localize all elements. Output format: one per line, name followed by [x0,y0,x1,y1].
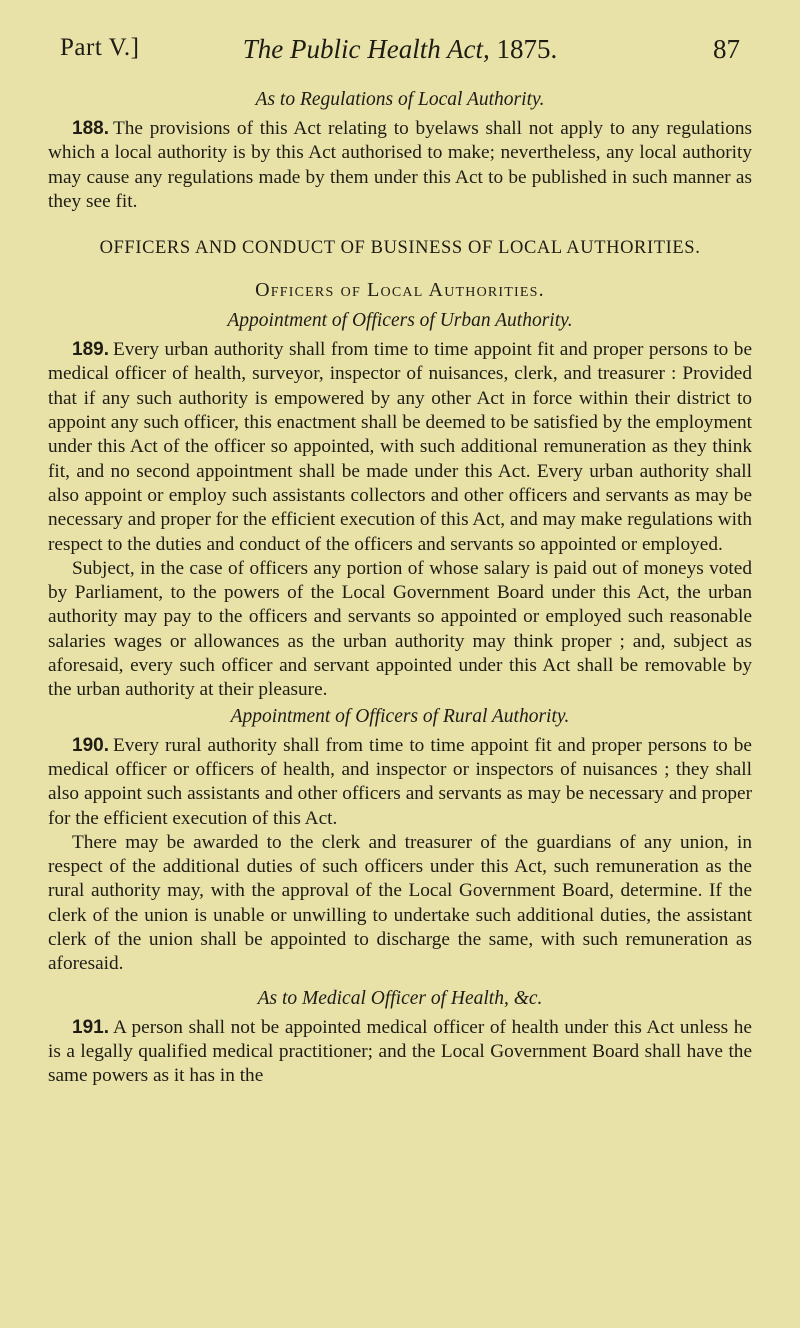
sidehead-191: As to Medical Officer of Health, &c. [257,987,543,1009]
running-title [60,34,740,65]
section-191 [48,1016,752,1089]
sidehead-190: Appointment of Officers of Rural Authority. [230,705,570,727]
section-188-text: The provisions of this Act relating to byelaws shall not apply to any regulations which a local authority is by this Act authorised to make; nevertheless, any local authority may cause any regulations made by them under this Act to be published in such manner as they see fit. [48,118,752,212]
section-190-text: Every rural authority shall from time to time appoint fit and proper persons to be medical officer or officers of health, and inspector or inspectors of nuisances ; they shall also appoint such assistants and other officers and servants as may be necessary and proper for the efficient execution of this Act. [48,734,752,829]
section-190-para-2: There may be awarded to the clerk and treasurer of the guardians of any union, in respect of the additional duties of such officers under this Act, such remuneration as the rural authority may, with the approval of the Local Government Board, determine. If the clerk of the union is unable or unwilling to undertake such additional duties, the assistant clerk of the union shall be appointed to discharge the same, with such remuneration as aforesaid. [48,831,752,975]
section-188 [48,117,752,214]
section-number-189: 189. [72,339,109,361]
running-title-text: The Public Health Act, [242,34,490,64]
running-title-year: 1875. [496,34,558,64]
section-number-191: 191. [72,1016,109,1038]
page-body [48,88,752,1089]
section-189-text: Every urban authority shall from time to time appoint fit and proper persons to be medical officer of health, surveyor, inspector of nuisances, clerk, and treasurer : Provided that if any such authority is empowered by any other Act in force within their district to appoint any such officer, this enactment shall be deemed to be satisfied by the employment under this Act of the officer so appointed, with such additional remuneration as they think fit, and no second appointment shall be made under this Act. Every urban authority shall also appoint or employ such assistants collectors and other officers and servants as may be necessary and proper for the efficient execution of this Act, and may make regulations with respect to the duties and conduct of the officers and servants so appointed or employed. [48,339,752,555]
part-label: Part V.] [60,34,140,61]
section-190 [48,734,752,831]
section-189 [48,338,752,557]
section-number-190: 190. [72,734,109,756]
sub-heading: Officers of Local Authorities. [255,279,545,302]
running-head [60,34,740,74]
page-number: 87 [713,34,740,64]
section-191-text: A person shall not be appointed medical officer of health under this Act unless he is a legally qualified medical practitioner; and the Local Government Board shall have the same powers as it has in the [48,1016,752,1087]
section-number-188: 188. [72,118,109,139]
sidehead-188: As to Regulations of Local Authority. [255,89,545,110]
section-189-para-2: Subject, in the case of officers any portion of whose salary is paid out of moneys voted by Parliament, to the powers of the Local Government Board under this Act, the urban authority may pay to the officers and servants so appointed or employed such reasonable salaries wages or allowances as the urban authority may think proper ; and, subject as aforesaid, every such officer and servant appointed under this Act shall be removable by the urban authority at their pleasure. [48,557,752,701]
part-heading: OFFICERS AND CONDUCT OF BUSINESS OF LOCAL AUTHORITIES. [99,238,701,259]
sidehead-189: Appointment of Officers of Urban Authority. [227,310,573,332]
